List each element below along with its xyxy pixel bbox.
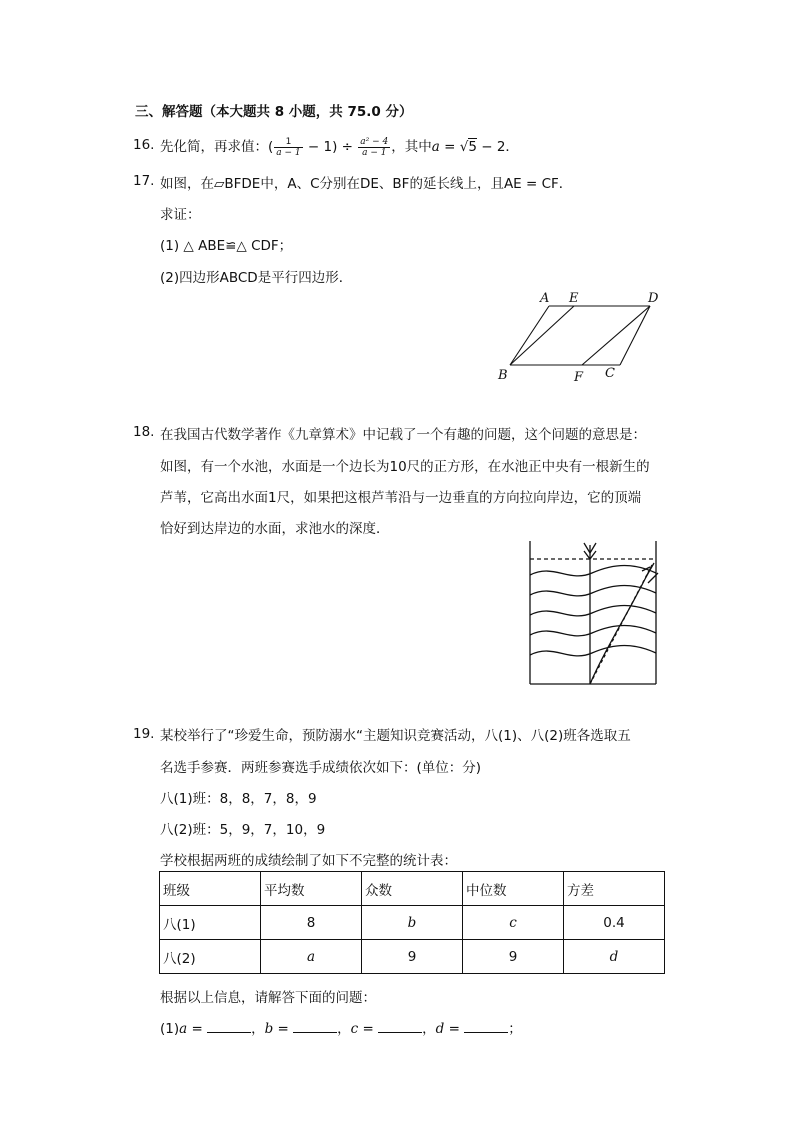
label-b: B	[498, 368, 508, 383]
question-19-ask: 根据以上信息，请解答下面的问题：	[160, 990, 376, 1006]
question-number-17: 17.	[133, 173, 155, 189]
question-17-line1: 如图，在▱BFDE中，A、C分别在DE、BF的延长线上，且AE = CF．	[160, 176, 573, 192]
table-cell: d	[564, 940, 665, 974]
pond-figure	[524, 537, 664, 687]
table-header-cell: 众数	[362, 872, 463, 906]
table-cell: 八(2)	[160, 940, 261, 974]
table-header-cell: 中位数	[463, 872, 564, 906]
label-f: F	[574, 370, 584, 385]
answer-blank-d[interactable]	[464, 1020, 508, 1033]
label-a: A	[540, 291, 550, 306]
table-cell: 8	[261, 906, 362, 940]
section-heading: 三、解答题（本大题共 8 小题，共 75.0 分）	[135, 104, 413, 120]
question-number-16: 16.	[133, 137, 155, 153]
table-header-cell: 班级	[160, 872, 261, 906]
table-row	[160, 906, 665, 940]
table-cell: 八(1)	[160, 906, 261, 940]
question-19-line1: 某校举行了“珍爱生命，预防溺水“主题知识竞赛活动，八(1)、八(2)班各选取五	[160, 728, 631, 744]
table-header-cell: 平均数	[261, 872, 362, 906]
question-19-line2: 名选手参赛．两班参赛选手成绩依次如下：(单位：分)	[160, 760, 482, 776]
label-c: C	[605, 366, 615, 381]
question-17-prove: 求证：	[160, 207, 201, 223]
question-number-19: 19.	[133, 726, 155, 742]
reed-pulled-dashed	[590, 565, 652, 684]
fraction-2: $\frac{\text{a² − 4}}{a - 1}$	[360, 136, 389, 158]
class2-scores: 八(2)班：5，9，7，10，9	[160, 822, 326, 838]
segment-be	[510, 306, 574, 365]
fraction-1: $\frac{1}{a - 1}$	[276, 136, 301, 158]
answer-blank-c[interactable]	[378, 1020, 422, 1033]
question-17-part1: (1) △ ABE≌△ CDF；	[160, 238, 293, 254]
question-16-text: 先化简，再求值：( $\frac{1}{a - 1}$ − 1) ÷ $\frac{\text{a² − 4}}{a - 1}$ ，其中a = √5 − 2．	[160, 136, 519, 158]
question-number-18: 18.	[133, 424, 155, 440]
question-19-sub1: (1)a = ，b = ，c = ，d = ；	[160, 1021, 522, 1037]
table-cell: c	[463, 906, 564, 940]
table-cell: 9	[463, 940, 564, 974]
answer-blank-a[interactable]	[207, 1020, 251, 1033]
answer-blank-b[interactable]	[293, 1020, 337, 1033]
table-header-row	[160, 872, 665, 906]
parallelogram-figure	[490, 288, 670, 388]
segment-cd	[620, 306, 650, 365]
table-cell: 0.4	[564, 906, 665, 940]
stats-table	[159, 871, 665, 974]
question-18-line3: 芦苇，它高出水面1尺，如果把这根芦苇沿与一边垂直的方向拉向岸边，它的顶端	[160, 490, 642, 506]
table-cell: 9	[362, 940, 463, 974]
question-17-part2: (2)四边形ABCD是平行四边形．	[160, 270, 353, 286]
class1-scores: 八(1)班：8，8，7，8，9	[160, 791, 317, 807]
label-e: E	[569, 291, 579, 306]
water-waves	[530, 566, 656, 656]
question-18-line2: 如图，有一个水池，水面是一个边长为10尺的正方形，在水池正中央有一根新生的	[160, 459, 650, 475]
table-cell: b	[362, 906, 463, 940]
label-d: D	[648, 291, 659, 306]
question-18-line4: 恰好到达岸边的水面，求池水的深度．	[160, 521, 390, 537]
table-row	[160, 940, 665, 974]
table-cell: a	[261, 940, 362, 974]
question-18-line1: 在我国古代数学著作《九章算术》中记载了一个有趣的问题，这个问题的意思是：	[160, 427, 646, 443]
segment-ab	[510, 306, 549, 365]
table-intro: 学校根据两班的成绩绘制了如下不完整的统计表：	[160, 853, 457, 869]
table-header-cell: 方差	[564, 872, 665, 906]
segment-fd	[582, 306, 650, 365]
